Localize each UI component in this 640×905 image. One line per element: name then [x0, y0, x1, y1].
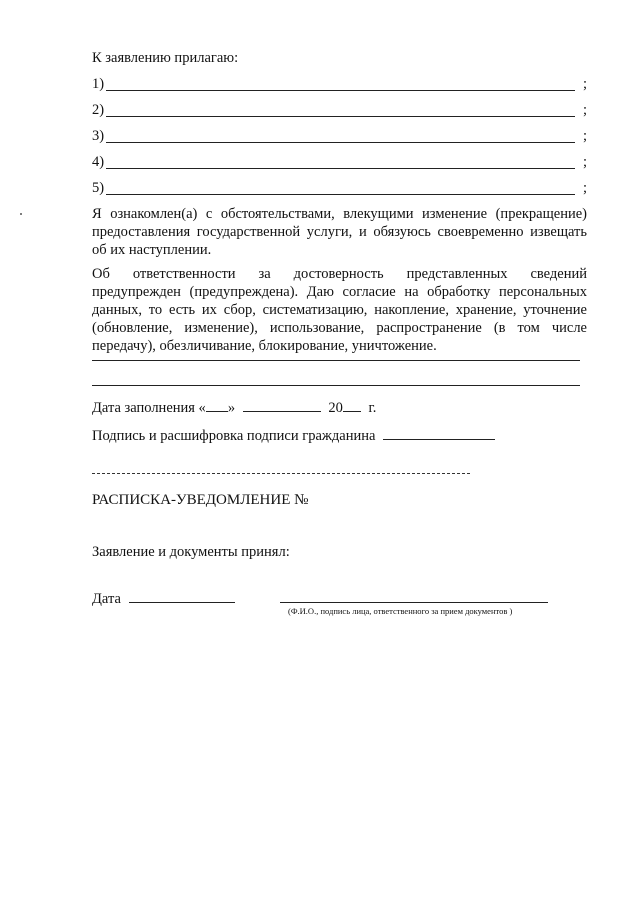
blank-line-2	[92, 385, 580, 386]
attachment-row-5	[92, 180, 587, 198]
attachment-blank-line	[106, 116, 575, 117]
attachment-blank-line	[106, 90, 575, 91]
signature-row	[92, 427, 495, 445]
attachments-heading: К заявлению прилагаю:	[92, 50, 239, 66]
signature-label: Подпись и расшифровка подписи гражданина	[92, 428, 376, 444]
month-blank	[243, 399, 321, 412]
attachment-terminator: ;	[582, 180, 587, 196]
receipt-title: РАСПИСКА-УВЕДОМЛЕНИЕ №	[92, 492, 309, 508]
accepted-label: Заявление и документы принял:	[92, 544, 290, 560]
receipt-date-row	[92, 590, 235, 608]
blank-line-1	[92, 360, 580, 361]
cut-line	[92, 473, 470, 474]
year-prefix: 20	[328, 400, 343, 416]
responsibility-paragraph	[92, 265, 587, 355]
attachment-row-3	[92, 128, 587, 146]
fill-date-label: Дата заполнения «	[92, 400, 206, 416]
attachment-terminator: ;	[582, 154, 587, 170]
attachment-number: 1)	[92, 76, 105, 92]
responsibility-text: предупрежден (предупреждена). Даю согласие на обработку персональных данных, то есть их сбор, систематизацию, накопление, хранение, уточнение (обновление, изменение), использование, распространение (в том числе передачу), обезличивание, блокирование, уничтожение.	[92, 284, 587, 354]
attachment-number: 4)	[92, 154, 105, 170]
responsible-signature-line	[280, 602, 548, 603]
signature-blank	[383, 427, 495, 440]
attachment-row-2	[92, 102, 587, 120]
attachment-terminator: ;	[582, 76, 587, 92]
scan-speck	[20, 213, 22, 215]
year-suffix: г.	[368, 400, 377, 416]
acknowledgement-paragraph	[92, 205, 587, 259]
acknowledgement-text: Я ознакомлен(а) с обстоятельствами, влекущими изменение (прекращение) предоставления государственной услуги, и обязуюсь своевременно извещать об их наступлении.	[92, 206, 587, 258]
attachment-terminator: ;	[582, 102, 587, 118]
attachment-number: 5)	[92, 180, 105, 196]
responsible-caption: (Ф.И.О., подпись лица, ответственного за прием документов )	[288, 606, 513, 616]
responsibility-first-line: Об ответственности за достоверность представленных сведений	[92, 266, 587, 282]
attachment-blank-line	[106, 168, 575, 169]
attachment-blank-line	[106, 142, 575, 143]
day-blank	[206, 399, 228, 412]
receipt-date-label: Дата	[92, 591, 121, 607]
attachment-row-4	[92, 154, 587, 172]
attachment-blank-line	[106, 194, 575, 195]
year-blank	[343, 399, 361, 412]
attachment-row-1	[92, 76, 587, 94]
attachment-terminator: ;	[582, 128, 587, 144]
fill-date-row	[92, 399, 376, 417]
receipt-date-blank	[129, 590, 235, 603]
attachment-number: 3)	[92, 128, 105, 144]
attachment-number: 2)	[92, 102, 105, 118]
day-close-quote: »	[227, 400, 236, 416]
